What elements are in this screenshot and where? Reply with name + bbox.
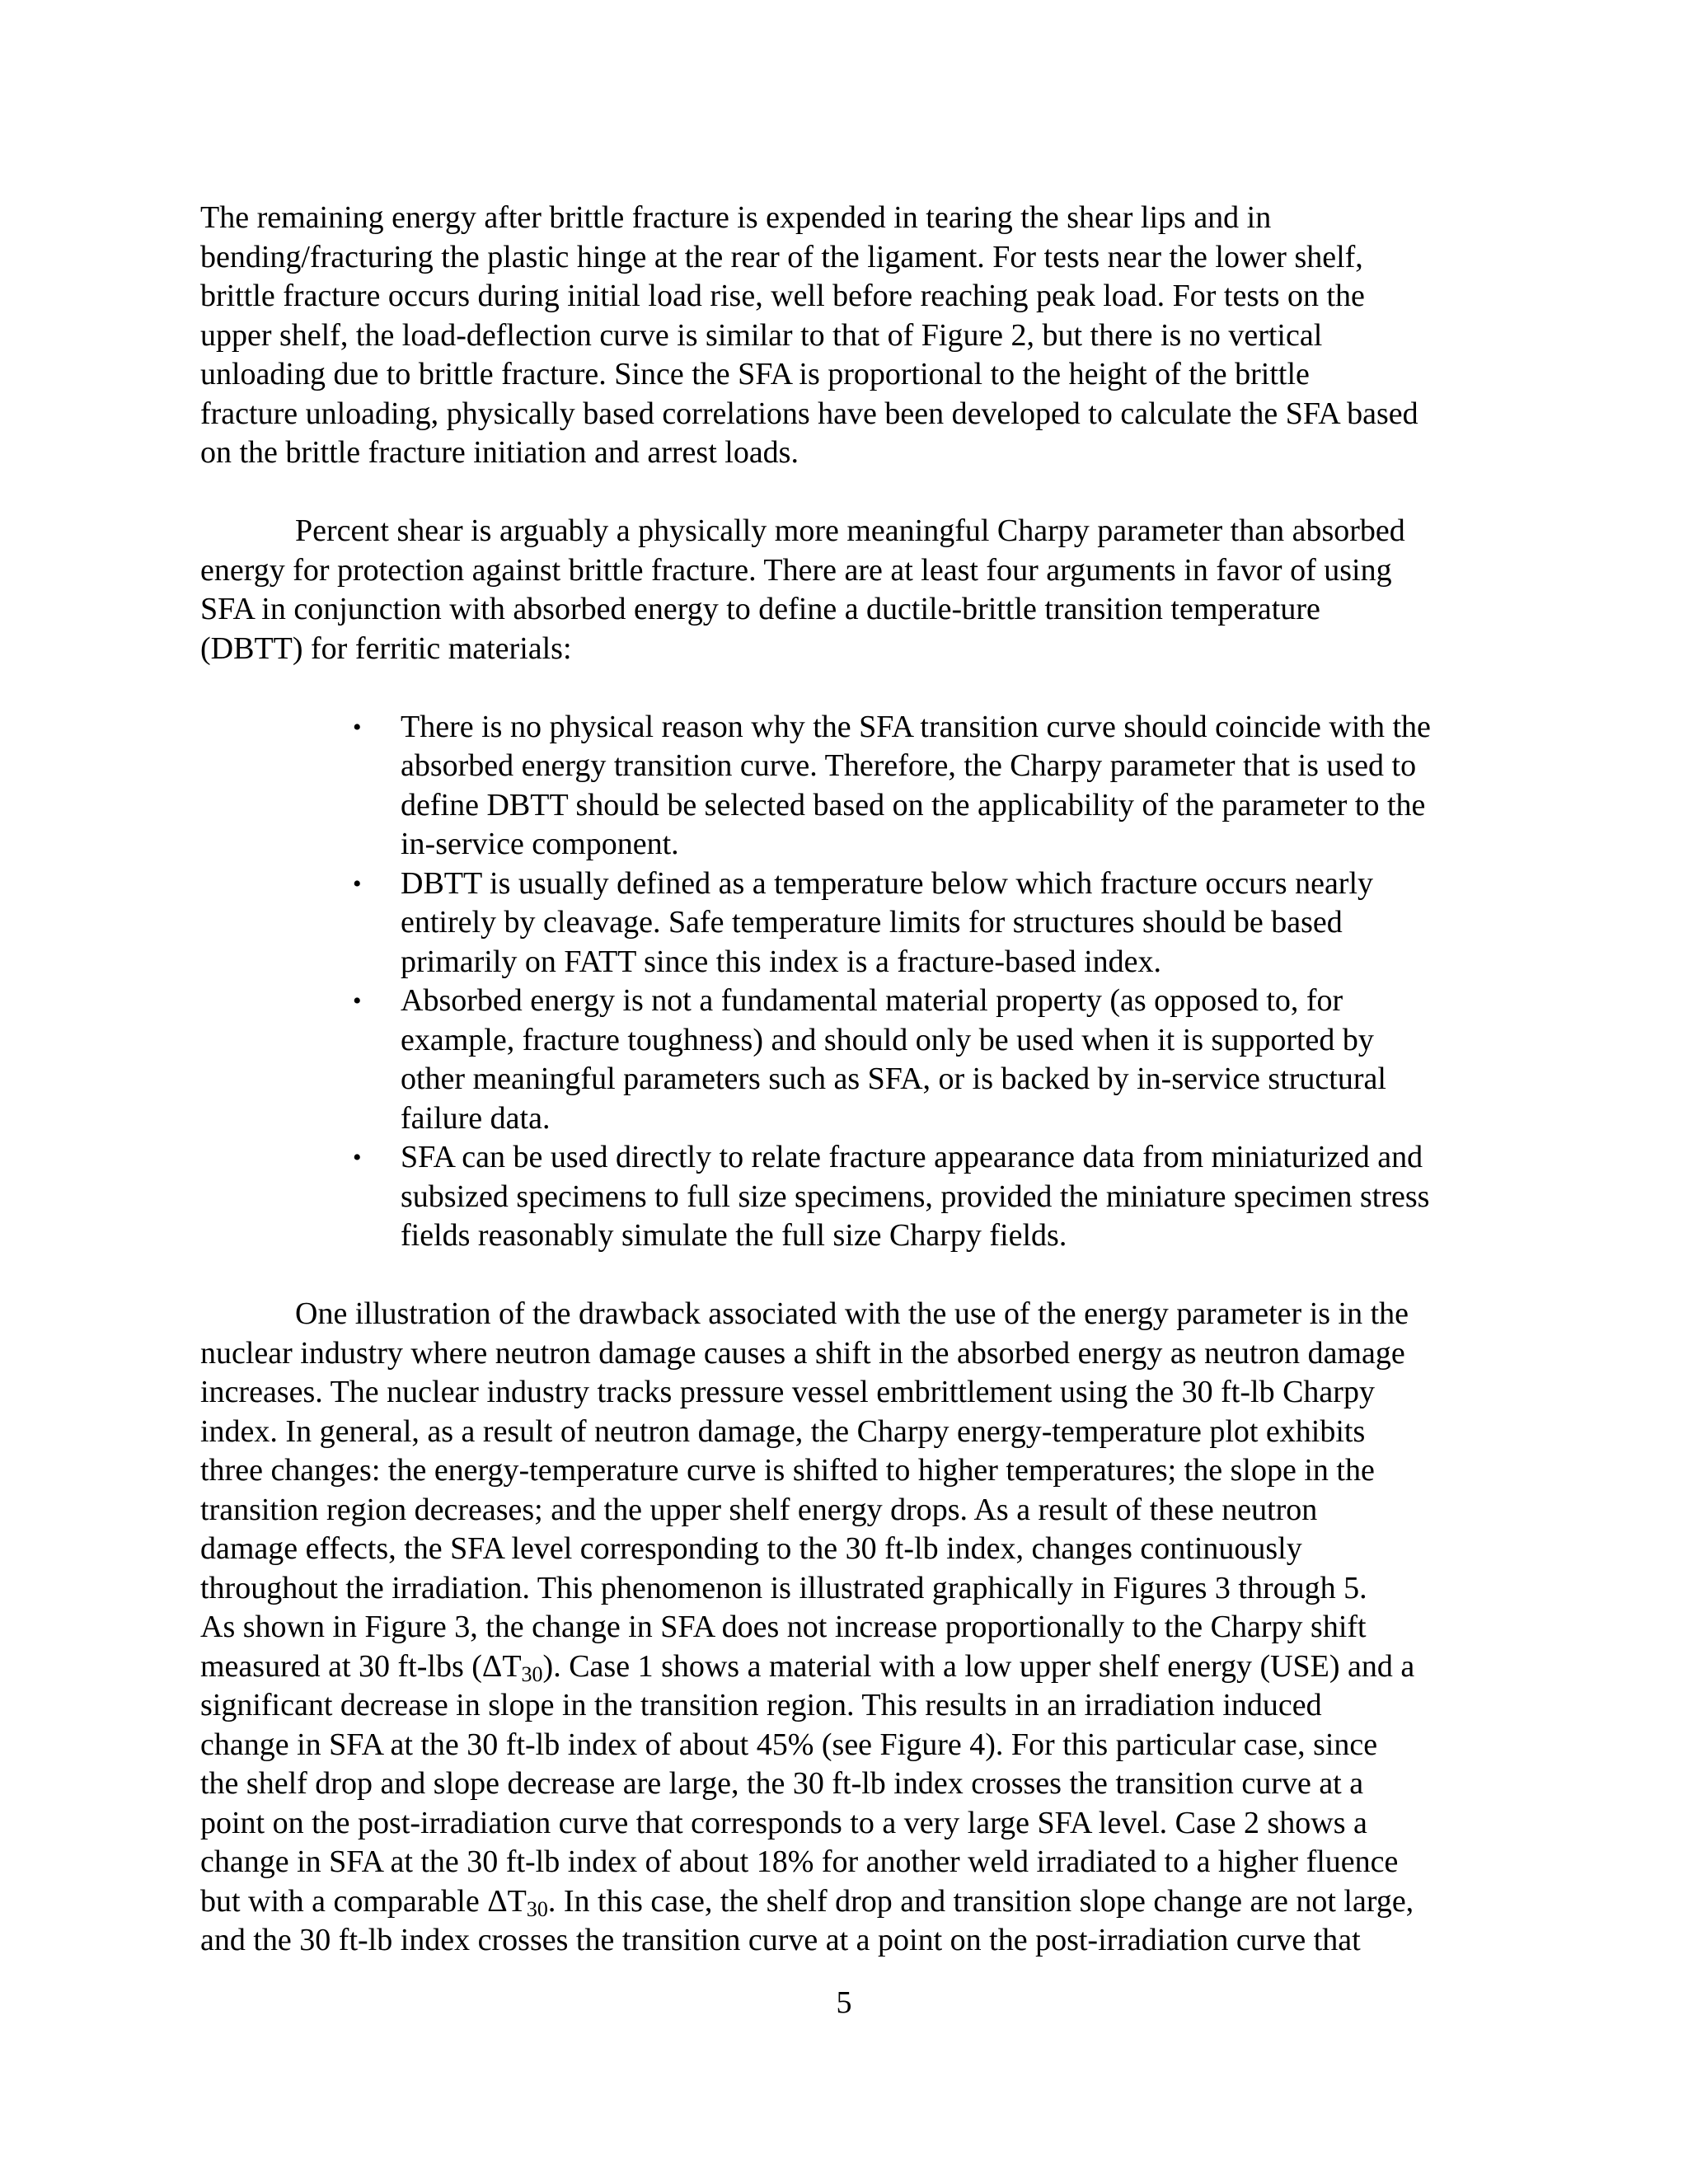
text-line: Percent shear is arguably a physically more meaningful Charpy parameter than absorbed xyxy=(295,513,1405,548)
paragraph-neutron-damage xyxy=(200,1295,1494,1961)
text-line: absorbed energy transition curve. Therefore, the Charpy parameter that is used to xyxy=(401,748,1417,783)
list-item xyxy=(200,982,1494,1138)
text-line: energy for protection against brittle fracture. There are at least four arguments in favor of using xyxy=(200,552,1392,588)
paragraph-spacer xyxy=(200,668,1494,708)
text-line: bending/fracturing the plastic hinge at the rear of the ligament. For tests near the lower shelf, xyxy=(200,239,1363,274)
text-line: fracture unloading, physically based correlations have been developed to calculate the SFA based xyxy=(200,396,1418,431)
bullet-icon: • xyxy=(353,869,362,898)
text-line: As shown in Figure 3, the change in SFA does not increase proportionally to the Charpy shift xyxy=(200,1610,1367,1644)
text-line: nuclear industry where neutron damage causes a shift in the absorbed energy as neutron damage xyxy=(200,1335,1405,1371)
text-line: point on the post-irradiation curve that corresponds to a very large SFA level. Case 2 shows a xyxy=(200,1805,1367,1840)
text-line: throughout the irradiation. This phenomenon is illustrated graphically in Figures 3 through 5. xyxy=(200,1570,1367,1605)
text-line: and the 30 ft-lb index crosses the transition curve at a point on the post-irradiation curve that xyxy=(200,1923,1361,1957)
text-line: change in SFA at the 30 ft-lb index of about 45% (see Figure 4). For this particular case, since xyxy=(200,1727,1378,1762)
argument-list xyxy=(200,708,1494,1256)
text-line: unloading due to brittle fracture. Since the SFA is proportional to the height of the brittle xyxy=(200,357,1310,391)
paragraph-spacer xyxy=(200,1256,1494,1296)
text-line: significant decrease in slope in the transition region. This results in an irradiation induced xyxy=(200,1688,1322,1722)
text-fragment: . In this case, the shelf drop and transition slope change are not large, xyxy=(547,1883,1414,1919)
text-line: DBTT is usually defined as a temperature below which fracture occurs nearly xyxy=(401,865,1374,901)
text-line: SFA can be used directly to relate fracture appearance data from miniaturized and xyxy=(401,1140,1423,1174)
list-item xyxy=(200,865,1494,982)
text-line: the shelf drop and slope decrease are large, the 30 ft-lb index crosses the transition curve at a xyxy=(200,1766,1364,1801)
list-item xyxy=(200,1138,1494,1256)
text-line: define DBTT should be selected based on the applicability of the parameter to the xyxy=(401,787,1426,823)
subscript: 30 xyxy=(526,1896,548,1921)
text-line: One illustration of the drawback associated with the use of the energy parameter is in the xyxy=(295,1296,1409,1331)
text-fragment: measured at 30 ft-lbs (ΔT xyxy=(200,1648,522,1684)
paragraph-spacer xyxy=(200,473,1494,513)
text-line: index. In general, as a result of neutron damage, the Charpy energy-temperature plot exhibits xyxy=(200,1413,1366,1449)
text-line xyxy=(200,1647,1494,1687)
text-line: three changes: the energy-temperature curve is shifted to higher temperatures; the slope in the xyxy=(200,1453,1375,1488)
bullet-icon: • xyxy=(353,1144,362,1171)
text-line: change in SFA at the 30 ft-lb index of about 18% for another weld irradiated to a higher fluence xyxy=(200,1844,1399,1879)
page-number: 5 xyxy=(836,1985,852,2020)
bullet-icon: • xyxy=(353,713,362,741)
text-line: fields reasonably simulate the full size Charpy fields. xyxy=(401,1218,1067,1253)
text-line: subsized specimens to full size specimens, provided the miniature specimen stress xyxy=(401,1179,1430,1214)
text-line: entirely by cleavage. Safe temperature limits for structures should be based xyxy=(401,905,1343,940)
text-line: (DBTT) for ferritic materials: xyxy=(200,630,572,666)
subscript: 30 xyxy=(521,1661,543,1686)
text-line: other meaningful parameters such as SFA, or is backed by in-service structural xyxy=(401,1062,1386,1096)
text-line: increases. The nuclear industry tracks pressure vessel embrittlement using the 30 ft-lb Charpy xyxy=(200,1375,1375,1409)
text-line: transition region decreases; and the upper shelf energy drops. As a result of these neutron xyxy=(200,1492,1318,1527)
text-line: SFA in conjunction with absorbed energy to define a ductile-brittle transition temperature xyxy=(200,592,1320,626)
list-item xyxy=(200,708,1494,865)
text-line: primarily on FATT since this index is a fracture-based index. xyxy=(401,944,1162,979)
text-line: example, fracture toughness) and should only be used when it is supported by xyxy=(401,1022,1374,1057)
text-line: in-service component. xyxy=(401,827,679,861)
text-line: Absorbed energy is not a fundamental material property (as opposed to, for xyxy=(401,983,1343,1018)
text-line: damage effects, the SFA level corresponding to the 30 ft-lb index, changes continuously xyxy=(200,1531,1302,1566)
text-line: There is no physical reason why the SFA transition curve should coincide with the xyxy=(401,709,1431,744)
text-fragment: ). Case 1 shows a material with a low upper shelf energy (USE) and a xyxy=(542,1648,1415,1684)
text-line: on the brittle fracture initiation and arrest loads. xyxy=(200,435,799,470)
text-fragment: but with a comparable ΔT xyxy=(200,1883,527,1919)
text-line: failure data. xyxy=(401,1100,551,1136)
text-line xyxy=(200,1882,1494,1922)
text-line: upper shelf, the load-deflection curve is similar to that of Figure 2, but there is no vertical xyxy=(200,317,1323,353)
text-line: brittle fracture occurs during initial load rise, well before reaching peak load. For tests on the xyxy=(200,279,1365,313)
document-body xyxy=(200,199,1494,1961)
paragraph-brittle-fracture-energy xyxy=(200,199,1494,473)
text-line: The remaining energy after brittle fracture is expended in tearing the shear lips and in xyxy=(200,200,1272,235)
paragraph-percent-shear xyxy=(200,512,1494,668)
bullet-icon: • xyxy=(353,987,362,1015)
